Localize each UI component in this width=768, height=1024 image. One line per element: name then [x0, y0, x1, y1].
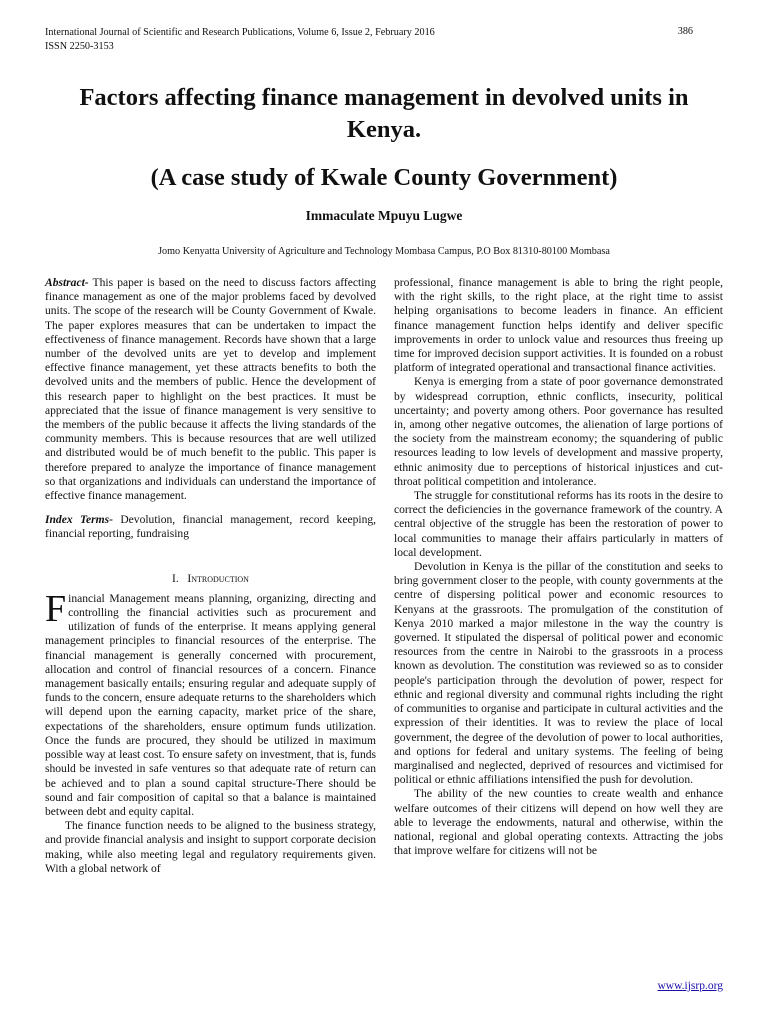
intro-paragraph-1 [45, 587, 376, 819]
section-heading-introduction [45, 572, 376, 586]
author-affiliation: Jomo Kenyatta University of Agriculture and Technology Mombasa Campus, P.O Box 81310-80100 Mombasa [158, 246, 610, 257]
intro-paragraph-1-text: inancial Management means planning, organizing, directing and controlling the financial activities such as procurement and utilization of funds of the enterprise. It means applying general management principles to financial resources of the enterprise. The financial management is generally concerned with procurement, allocation and control of financial resources of a concern. Finance management basically entails; ensuring regular and adequate supply of funds to the concern, ensure adequate returns to the shareholders which will depend upon the earning capacity, market price of the share, expectations of the shareholders, ensure optimum funds utilization. Once the funds are procured, they should be utilized in maximum possible way at least cost. To ensure safety on investment, that is, funds should be invested in safe ventures so that adequate rate of return can be achieved and to plan a sound capital structure-There should be sound and fair composition of capital so that a balance is maintained between debt and equity capital. [45, 592, 376, 818]
issn: ISSN 2250-3153 [45, 40, 114, 52]
left-column [45, 276, 376, 876]
right-column [394, 276, 723, 858]
index-terms-text: Devolution, financial management, record keeping, financial reporting, fundraising [45, 514, 377, 541]
intro-paragraph-2: The finance function needs to be aligned to the business strategy, and provide financial analysis and insight to support corporate decision making, while also meeting legal and regulatory requirements given. With a global network of [45, 820, 376, 875]
running-header [45, 26, 435, 53]
right-paragraph-4: Devolution in Kenya is the pillar of the constitution and seeks to bring government closer to the people, with county governments at the centre of dispersing political power and economic resources to Kenyans at the grassroots. The promulgation of the constitution of Kenya 2010 marked a major milestone in the way the country is governed. It stipulated the dispersal of political power and economic resources from the centre in Nairobi to the grassroots in a process known as devolution. The constitution was reviewed so as to consider people's participation through the devolution of power, respect for ethnic and regional diversity and communal rights including the right of communities to organise and participate in cultural activities and the expression of their identities. It was to review the place of local government, the degree of the devolution of power to local authorities, and options for federal and unitary systems. The feeling of being marginalised and neglected, deprived of resources and victimised for political or ethnic affiliations intensified the push for devolution. [394, 561, 723, 787]
abstract-text: This paper is based on the need to discuss factors affecting finance management as one of the major problems faced by devolved units. The scope of the research will be County Government of Kwale. The paper explores measures that can be undertaken to impact the effectiveness of finance management. Records have shown that a large number of the devolved units are yet to develop and implement effective finance management, yet these attracts benefits to both the devolved units and the members of public. Hence the development of this research paper to highlight on the best practices. It must be appreciated that the issue of finance management is very sensitive to the members of the public because it affects the living standards of the community members. This is because resources that are well utilized and distributed would be of much benefit to the public. This paper is therefore prepared to analyze the importance of finance management so that organizations and individuals can understand the importance of effective finance management. [45, 277, 376, 503]
abstract [45, 276, 376, 503]
right-paragraph-5: The ability of the new counties to create wealth and enhance welfare outcomes of their citizens will depend on how well they are able to leverage the endowments, natural and otherwise, within the national, regional and global operating contexts. Attracting the jobs that improve welfare for citizens will not be [394, 788, 723, 858]
right-paragraph-3: The struggle for constitutional reforms has its roots in the desire to correct the deficiencies in the governance framework of the country. A central objective of the struggle has been the restoration of power to local communities to manage their affairs particularly in matters of local development. [394, 490, 723, 559]
index-terms [45, 513, 376, 541]
paper-subtitle: (A case study of Kwale County Government) [150, 164, 618, 191]
section-number: I. [172, 572, 179, 585]
page-number: 386 [677, 26, 693, 37]
drop-cap: F [45, 587, 67, 630]
journal-citation: International Journal of Scientific and Research Publications, Volume 6, Issue 2, February 2016 [45, 27, 435, 38]
right-paragraph-1: professional, finance management is able to bring the right people, with the right skills, to the right place, at the right time to assist helping organisations to become leaders in finance. An efficient finance management function helps identify and deliver specific improvements in order to unlock value and resources thus freeing up time for improved decision support activities. It is founded on a robust platform of integrated operational and transactional finance activities. [394, 277, 723, 375]
index-terms-label: Index Terms- [45, 514, 113, 527]
right-paragraph-2: Kenya is emerging from a state of poor governance demonstrated by widespread corruption, ethnic conflicts, insecurity, political uncertainty; and poverty among others. Poor governance has resulted in, among other negative outcomes, the alienation of large portions of the society from the mainstream economy; the squandering of public resources leading to low levels of development and massive property, ethnic animosity due to perceptions of historical injustices and cut-throat political competition and intolerance. [394, 376, 723, 488]
abstract-label: Abstract- [45, 277, 89, 289]
paper-title: Factors affecting finance management in devolved units in Kenya. [79, 84, 689, 143]
author-name: Immaculate Mpuyu Lugwe [305, 208, 463, 223]
journal-website-link[interactable]: www.ijsrp.org [657, 980, 723, 992]
section-title: Introduction [187, 572, 249, 585]
